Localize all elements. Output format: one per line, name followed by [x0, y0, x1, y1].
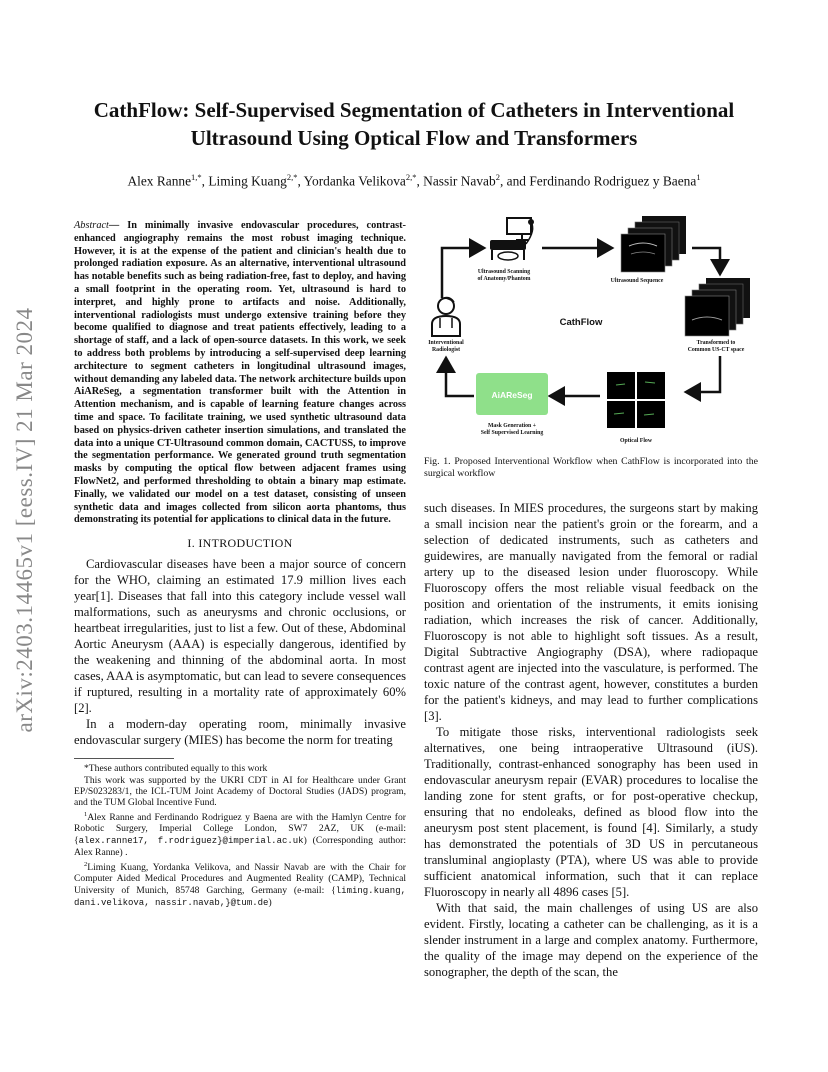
- title-line-2: Ultrasound Using Optical Flow and Transformers: [190, 126, 638, 150]
- author-name: Liming Kuang: [208, 173, 287, 189]
- right-column: [424, 210, 758, 980]
- footnote-funding: This work was supported by the UKRI CDT in AI for Healthcare under Grant EP/S023283/1, the ICL-TUM Joint Academy of Doctoral Studies (JADS) program, and the TUM Global Incentive Fund.: [74, 774, 406, 809]
- ultrasound-sequence-stack: [621, 216, 686, 272]
- affiliation-text: ) (Corresponding author: Alex Ranne) .: [74, 834, 406, 859]
- author-affiliation-mark: 1,*: [191, 172, 202, 182]
- paper-title: [60, 96, 768, 152]
- author-conjunction: and: [506, 173, 526, 189]
- figure-label-scanning: of Anatomy/Phantom: [477, 276, 531, 282]
- footnote-affiliation-1: [74, 809, 406, 859]
- arrow-transform-to-flow: [686, 356, 720, 392]
- left-body-text: [74, 556, 406, 748]
- author-affiliation-mark: 2,*: [405, 172, 417, 182]
- email-address: alex.ranne17, f.rodriguez: [78, 835, 218, 846]
- email-domain: }@tum.de: [225, 897, 269, 908]
- ultrasound-machine-icon: [490, 218, 534, 260]
- radiologist-icon: [432, 298, 460, 337]
- affiliation-text: Liming Kuang, Yordanka Velikova, and Nassir Navab are with the Chair for Computer Aided Medical Procedures and Augmented Reality (CAMP), Technical University of Munich, 85748 Garching, Germany (e-mail: {: [74, 861, 406, 896]
- paragraph: To mitigate those risks, interventional radiologists seek alternatives, one being intraoperative Ultrasound (iUS). Traditionally, contrast-enhanced sonography has been used in endovascular aneurysm repair (EVAR) procedures to localise the landing zone for stent grafts, or for post-operative checkup, ensuring that no endoleaks, defined as blood flow into the aneurysm post stent placement, is found [4]. Similarly, a study has demonstrated the potentials of 3D US in percutaneous transluminal angioplasty (PTA), where US was able to provide sufficient anatomical information, such that it can replace Fluoroscopy in nearly all 4896 cases [5].: [424, 725, 758, 899]
- author-name: Yordanka Velikova: [303, 173, 406, 189]
- abstract: [74, 220, 406, 527]
- paragraph: In a modern-day operating room, minimally invasive endovascular surgery (MIES) has become the norm for treating: [74, 717, 406, 748]
- figure-center-label: CathFlow: [559, 317, 603, 328]
- model-box-label: AiAReSeg: [491, 390, 533, 400]
- figure-label-mask: Mask Generation +: [487, 423, 537, 429]
- figure-label-radiologist: Interventional: [428, 340, 464, 346]
- workflow-figure: [424, 210, 758, 450]
- figure-label-mask: Self Supervised Learning: [480, 430, 544, 436]
- abstract-text: — In minimally invasive endovascular procedures, contrast-enhanced angiography remains the most robust imaging technique. However, it is at the expense of the patient and clinician's health due to prolonged radiation exposure. As an alternative, interventional ultrasound has notable benefits such as being radiation-free, fast to deploy, and having a small footprint in the operating room. Yet, ultrasound is hard to interpret, and highly prone to artifacts and noise. Additionally, interventional radiologists must undergo extensive training before they become qualified to diagnose and treat patients effectively, leading to a shortage of staff, and a lack of open-source datasets. In this work, we seek to address both problems by introducing a self-supervised deep learning architecture to segment catheters in longitudinal ultrasound images, without demanding any labeled data. The network architecture builds upon AiAReSeg, a segmentation transformer built with the Attention in Attention mechanism, and is capable of learning feature changes across time and space. To facilitate training, we used synthetic ultrasound data based on physics-driven catheter insertion simulations, and translated the data into a unique CT-Ultrasound common domain, CACTUSS, to improve the segmentation performance. We generated ground truth segmentation masks by computing the optical flow between adjacent frames using FlowNet2, and performed thresholding to obtain a binary map estimate. Finally, we validated our model on a test dataset, consisting of unseen synthetic data and images collected from silicon aorta phantoms, thus demonstrating its potential for applications to clinical data in the future.: [74, 220, 406, 526]
- paragraph: Cardiovascular diseases have been a major source of concern for the WHO, claiming an estimated 17.9 million lives each year[1]. Diseases that fall into this category include vessel wall malformations, such as aneurysms and chronic occlusions, or heartbeat irregularities, just to list a few. Out of these, Abdominal Aortic Aneurysm (AAA) is especially dangerous, identified by the weakening and thinning of the abdominal aorta. In most cases, AAA is asymptomatic, but can lead to severe consequences if ruptured, resulting in a mortality rate of approximately 60% [2].: [74, 557, 406, 716]
- transformed-image-stack: [685, 278, 750, 336]
- arrow-model-to-radiologist: [446, 358, 474, 396]
- right-body-text: [424, 500, 758, 980]
- paragraph: such diseases. In MIES procedures, the surgeons start by making a small incision near the patient's groin or the forearm, and a selection of dedicated instruments, such as catheters and guidewires, are manually navigated from the femoral or radial artery up to the diseased lesion under fluoroscopy. While Fluoroscopy offers the most reliable visual feedback on the position and orientation of the instruments, it emits ionising radiation, which increases the risk of cancer. Additionally, Fluoroscopy is not able to highlight soft tissues. As a result, Digital Subtractive Angiography (DSA), where radiopaque contrast agent are injected into the vasculature, is performed. The toxic nature of the contrast agent, however, constitutes a burden for the patient's kidneys, and may lead to further complications [3].: [424, 501, 758, 723]
- author-affiliation-mark: 2: [495, 172, 500, 182]
- figure-label-scanning: Ultrasound Scanning: [477, 269, 531, 275]
- title-line-1: CathFlow: Self-Supervised Segmentation of Catheters in Interventional: [93, 98, 735, 122]
- affiliation-mark: 2: [84, 860, 88, 868]
- arxiv-identifier: arXiv:2403.14465v1 [eess.IV] 21 Mar 2024: [12, 307, 37, 733]
- footnote-equal-contribution: *These authors contributed equally to this work: [84, 763, 268, 775]
- author-affiliation-mark: 2,*: [286, 172, 298, 182]
- footnotes: [74, 763, 406, 909]
- email-address: liming.kuang, dani.velikova, nassir.navab,: [74, 885, 406, 908]
- author-name: Ferdinando Rodriguez y Baena: [529, 173, 697, 189]
- figure-label-transformed: Transformed to: [696, 340, 736, 346]
- footnote-divider: [74, 758, 174, 759]
- figure-label-radiologist: Radiologist: [431, 347, 461, 353]
- paragraph: With that said, the main challenges of using US are also evident. Firstly, locating a catheter can be challenging, as it is a slender instrument in a large and complex anatomy. Furthermore, the quality of the image may depend on the experience of the sonographer, the depth of the scan, the: [424, 901, 758, 979]
- figure-label-transformed: Common US-CT space: [687, 347, 745, 353]
- affiliation-text: Alex Ranne and Ferdinando Rodriguez y Baena are with the Hamlyn Centre for Robotic Surgery, Imperial College London, SW7 2AZ, UK (e-mail: {: [74, 811, 406, 846]
- email-domain: }@imperial.ac.uk: [217, 835, 304, 846]
- author-affiliation-mark: 1: [696, 172, 701, 182]
- affiliation-text: ): [268, 896, 272, 908]
- footnote-affiliation-2: [74, 859, 406, 910]
- optical-flow-grid: [607, 372, 665, 428]
- author-list: Alex Ranne$^{1,*}$, Liming Kuang$^{2,*}$, Yordanka Velikova$^{2,*}$, Nassir Navab$^2$, and Ferdinando Rodriguez y Baena$^1$: [127, 172, 701, 189]
- author-name: Alex Ranne: [127, 173, 192, 189]
- figure-label-sequence: Ultrasound Sequence: [610, 278, 664, 284]
- workflow-diagram: [424, 210, 758, 450]
- abstract-label: Abstract: [74, 220, 109, 231]
- left-column: [74, 220, 406, 909]
- section-heading: I. INTRODUCTION: [187, 536, 293, 551]
- figure-caption: Fig. 1. Proposed Interventional Workflow when CathFlow is incorporated into the surgical workflow: [424, 456, 758, 479]
- figure-label-flow: Optical Flow: [619, 438, 653, 444]
- arrow-sequence-to-transform: [692, 248, 720, 274]
- author-name: Nassir Navab: [423, 173, 496, 189]
- affiliation-mark: 1: [84, 810, 88, 818]
